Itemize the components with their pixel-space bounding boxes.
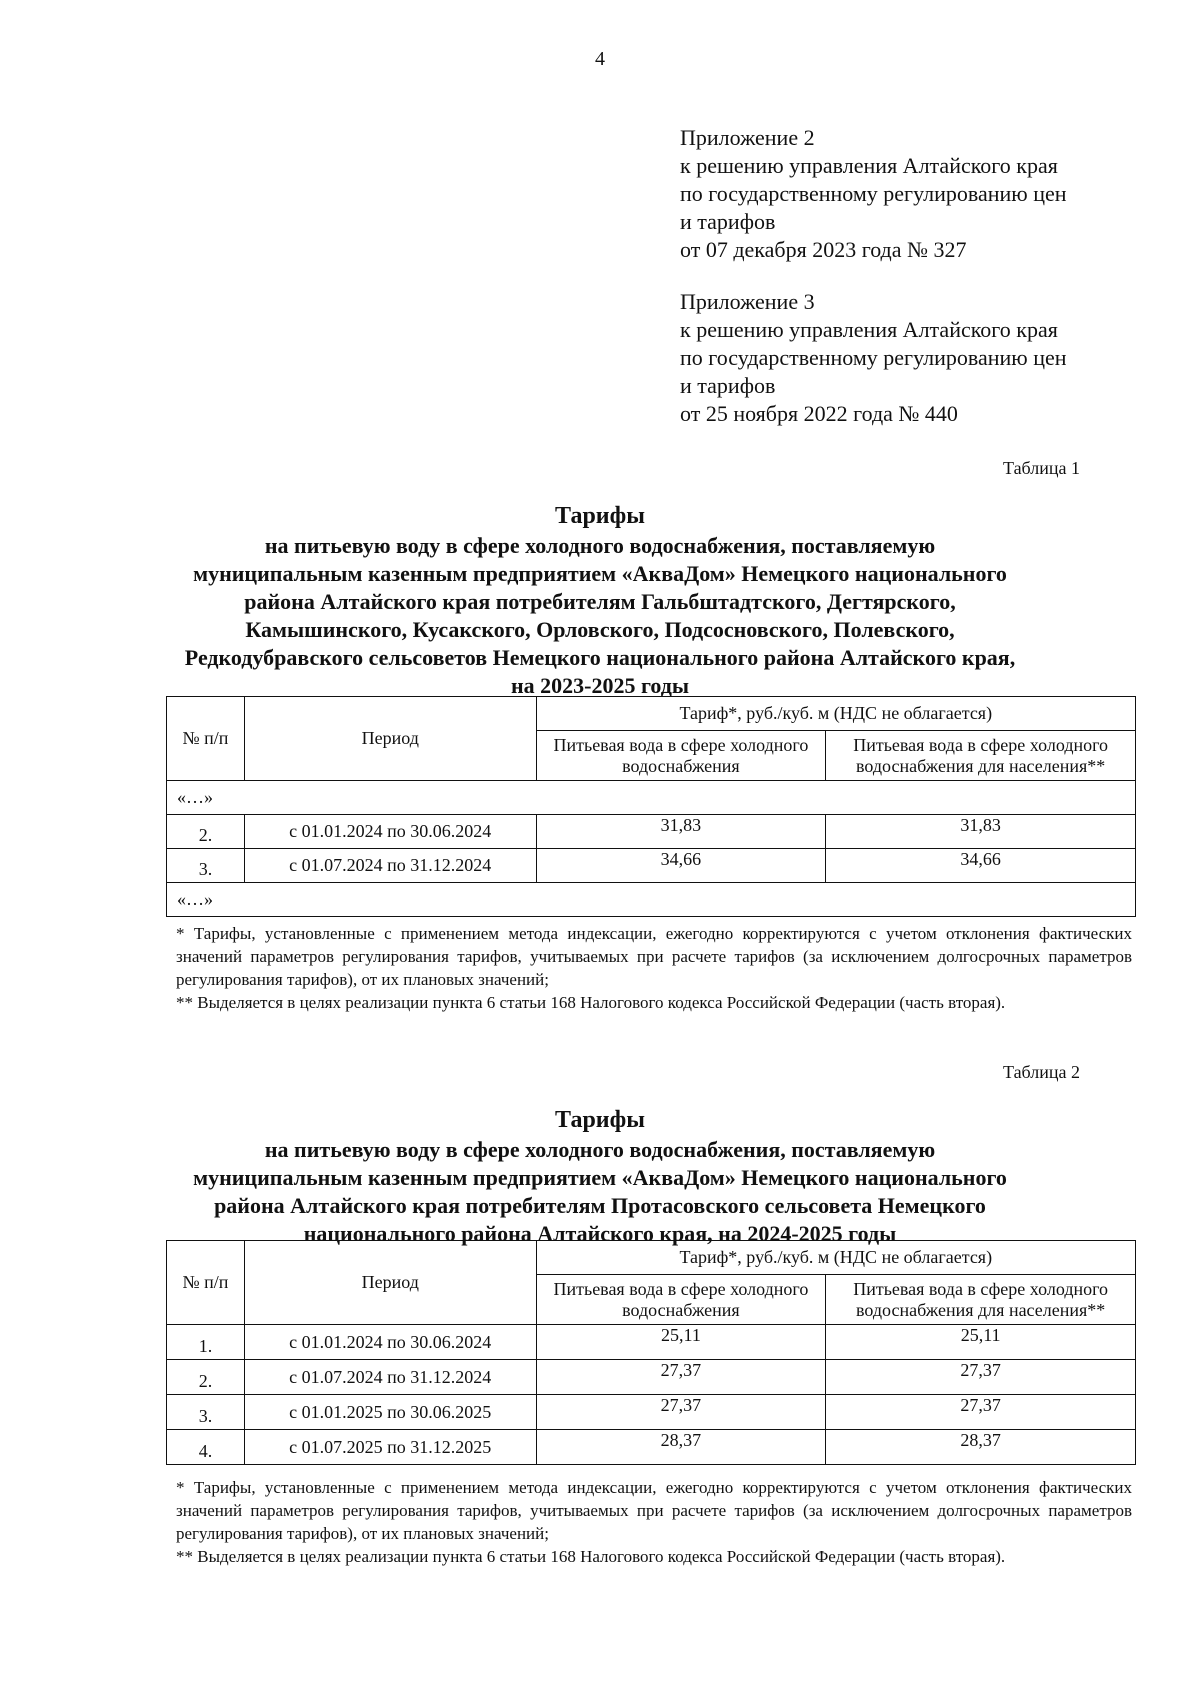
row-value-1: 25,11 [536,1325,826,1360]
row-period: с 01.01.2024 по 30.06.2024 [244,1325,536,1360]
header-period: Период [244,697,536,781]
tariff-table-2 [166,1240,1136,1465]
table-2-subtitle-line: национального района Алтайского края, на 2024-2025 годы [303,1221,897,1246]
table-2-subtitle-line: на питьевую воду в сфере холодного водоснабжения, поставляемую [264,1137,936,1162]
row-num: 3. [167,1395,245,1430]
appendix-3-line: к решению управления Алтайского края [680,317,1058,342]
table-2-heading [150,1106,1050,1248]
table-row [167,849,1136,883]
table-2-label: Таблица 2 [1003,1062,1080,1082]
footnote: ** Выделяется в целях реализации пункта 6 статьи 168 Налогового кодекса Российской Федерации (часть вторая). [176,1547,1006,1566]
ellipsis-row: «…» [167,781,1136,815]
table-1-title: Тарифы [555,503,645,529]
ellipsis-row: «…» [167,883,1136,917]
page-number: 4 [595,48,605,70]
row-value-2: 31,83 [826,815,1136,849]
header-tariff: Тариф*, руб./куб. м (НДС не облагается) [536,1241,1135,1275]
row-value-1: 27,37 [536,1360,826,1395]
row-value-2: 28,37 [826,1430,1136,1465]
table-1-subtitle-line: на 2023-2025 годы [510,673,690,698]
header-drinking-water: Питьевая вода в сфере холодного водоснабжения [536,731,826,781]
row-period: с 01.07.2024 по 31.12.2024 [244,1360,536,1395]
header-period: Период [244,1241,536,1325]
table-1-subtitle-line: Камышинского, Кусакского, Орловского, Подсосновского, Полевского, [245,617,955,642]
table-1-subtitle-line: на питьевую воду в сфере холодного водоснабжения, поставляемую [264,533,936,558]
table-row [167,1360,1136,1395]
row-value-2: 27,37 [826,1395,1136,1430]
row-value-2: 34,66 [826,849,1136,883]
footnote: ** Выделяется в целях реализации пункта 6 статьи 168 Налогового кодекса Российской Федерации (часть вторая). [176,993,1006,1012]
header-tariff: Тариф*, руб./куб. м (НДС не облагается) [536,697,1135,731]
appendix-3-line: от 25 ноября 2022 года № 440 [680,401,958,426]
appendix-3-line: и тарифов [680,373,776,398]
row-value-1: 34,66 [536,849,826,883]
tariff-table-1 [166,696,1136,917]
header-drinking-water-population: Питьевая вода в сфере холодного водоснабжения для населения** [826,1275,1136,1325]
header-drinking-water-population: Питьевая вода в сфере холодного водоснабжения для населения** [826,731,1136,781]
table-2-subtitle-line: района Алтайского края потребителям Протасовского сельсовета Немецкого [214,1193,986,1218]
row-value-1: 31,83 [536,815,826,849]
row-num: 1. [167,1325,245,1360]
row-num: 2. [167,1360,245,1395]
footnote: * Тарифы, установленные с применением метода индексации, ежегодно корректируются с учетом отклонения фактических значений параметров регулирования тарифов, учитываемых при расчете тарифов (за исключением долгосрочных параметров регулирования тарифов), от их плановых значений; [176,1478,1132,1543]
row-num: 2. [167,815,245,849]
appendix-2-line: Приложение 2 [680,125,815,150]
appendix-2-line: к решению управления Алтайского края [680,153,1058,178]
header-num: № п/п [167,697,245,781]
row-period: с 01.01.2024 по 30.06.2024 [244,815,536,849]
row-value-2: 27,37 [826,1360,1136,1395]
row-num: 4. [167,1430,245,1465]
row-num: 3. [167,849,245,883]
table-2-notes [176,1476,1132,1568]
appendix-2-line: и тарифов [680,209,776,234]
table-1-subtitle-line: Редкодубравского сельсоветов Немецкого национального района Алтайского края, [184,645,1016,670]
table-row [167,1430,1136,1465]
appendix-2-line: от 07 декабря 2023 года № 327 [680,237,967,262]
table-1-label: Таблица 1 [1003,458,1080,478]
table-row [167,1325,1136,1360]
table-row [167,1395,1136,1430]
header-drinking-water: Питьевая вода в сфере холодного водоснабжения [536,1275,826,1325]
table-2-title: Тарифы [555,1107,645,1133]
row-period: с 01.07.2025 по 31.12.2025 [244,1430,536,1465]
header-num: № п/п [167,1241,245,1325]
row-period: с 01.01.2025 по 30.06.2025 [244,1395,536,1430]
row-period: с 01.07.2024 по 31.12.2024 [244,849,536,883]
appendix-3-line: Приложение 3 [680,289,815,314]
appendix-3-line: по государственному регулированию цен [680,345,1067,370]
table-1-notes [176,922,1132,1014]
appendix-2-line: по государственному регулированию цен [680,181,1067,206]
footnote: * Тарифы, установленные с применением метода индексации, ежегодно корректируются с учетом отклонения фактических значений параметров регулирования тарифов, учитываемых при расчете тарифов (за исключением долгосрочных параметров регулирования тарифов), от их плановых значений; [176,924,1132,989]
table-1-subtitle-line: муниципальным казенным предприятием «АкваДом» Немецкого национального [193,561,1007,586]
table-2-subtitle-line: муниципальным казенным предприятием «АкваДом» Немецкого национального [193,1165,1007,1190]
appendix-3-block [680,288,1150,428]
table-row [167,815,1136,849]
table-1-subtitle-line: района Алтайского края потребителям Гальбштадтского, Дегтярского, [244,589,956,614]
appendix-2-block [680,124,1150,264]
table-1-heading [150,502,1050,700]
row-value-2: 25,11 [826,1325,1136,1360]
row-value-1: 28,37 [536,1430,826,1465]
row-value-1: 27,37 [536,1395,826,1430]
